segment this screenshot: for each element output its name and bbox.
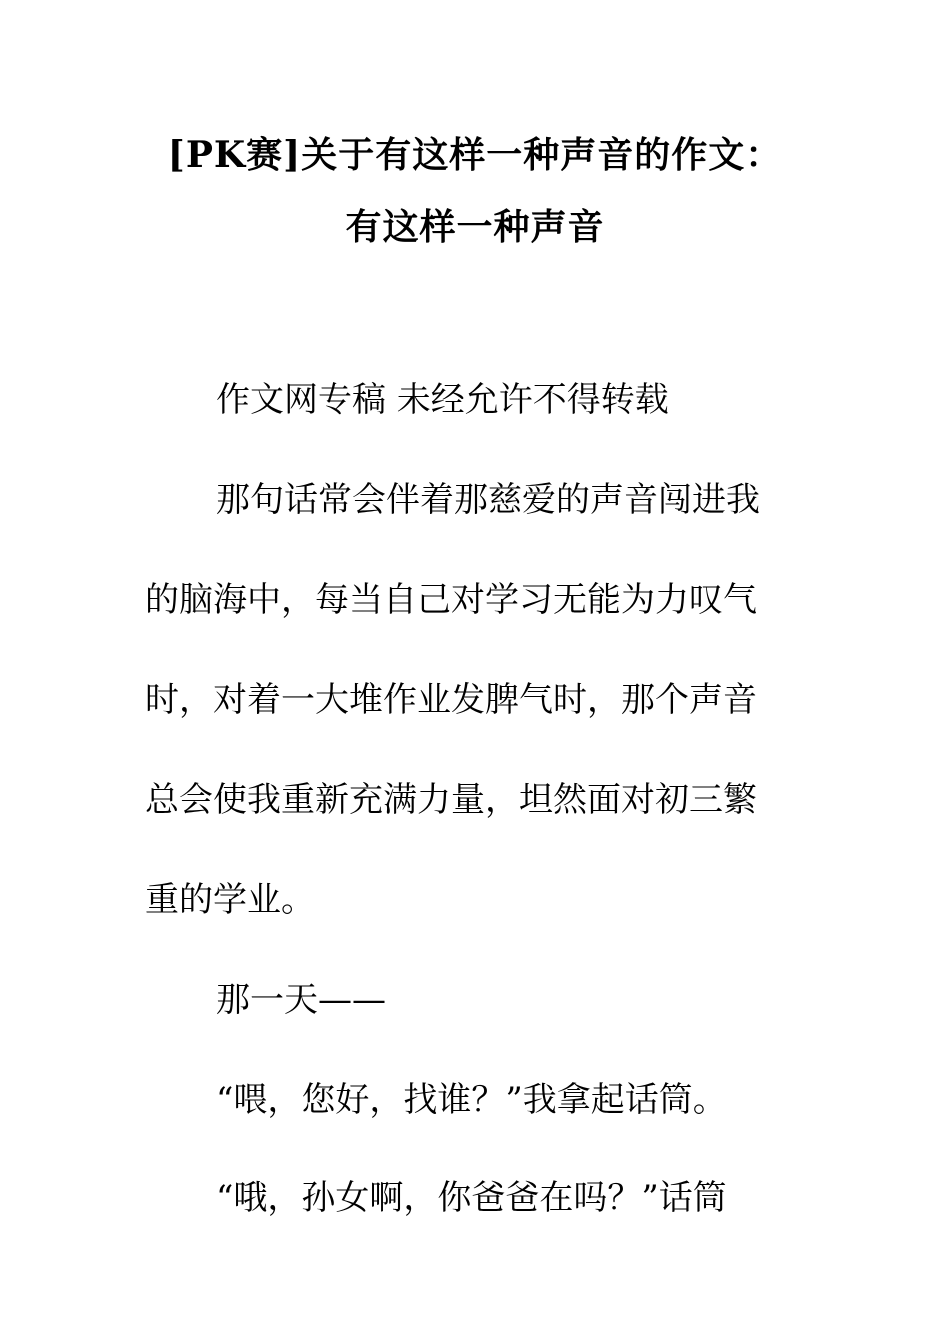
document-title-line-2: 有这样一种声音 [345,206,605,248]
paragraph-line: 总会使我重新充满力量，坦然面对初三繁 [145,780,757,820]
document-title-line-1: [PK赛]关于有这样一种声音的作文： [167,134,783,176]
byline-notice: 作文网专稿 未经允许不得转载 [216,380,669,420]
paragraph-line: 那一天—— [216,980,386,1020]
dialogue-line: “喂，您好，找谁？”我拿起话筒。 [216,1080,727,1120]
paragraph-line: 时，对着一大堆作业发脾气时，那个声音 [145,680,757,720]
paragraph-line: 重的学业。 [145,880,315,920]
dialogue-line: “哦，孙女啊，你爸爸在吗？”话筒 [216,1178,727,1218]
paragraph-line: 的脑海中，每当自己对学习无能为力叹气 [145,580,757,620]
paragraph-line: 那句话常会伴着那慈爱的声音闯进我 [216,480,760,520]
